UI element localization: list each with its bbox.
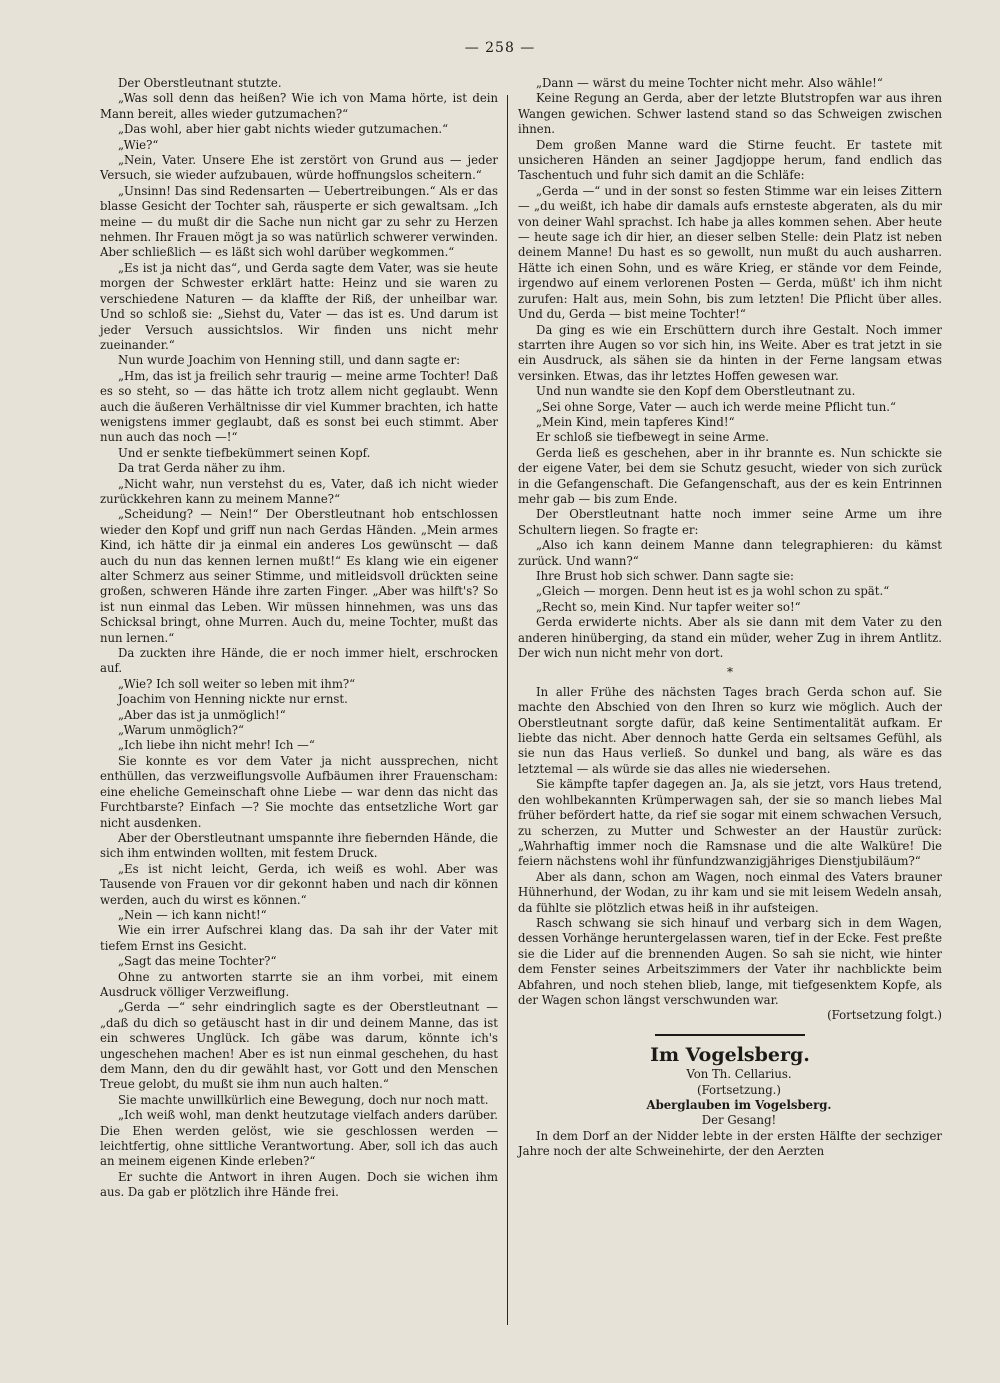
left-paragraph: „Scheidung? — Nein!“ Der Oberstleutnant hob entschlossen wieder den Kopf und griff nun nach Gerdas Händen. „Mein armes Kind, ich hätte dir ja einmal ein anderes Los gewünscht — daß auch du nun das kennen lernen mußt!“ Es klang wie ein eigener alter Schmerz aus seiner Stimme, und mitleidsvoll drückten seine großen, schweren Hände ihre zarten Finger. „Aber was hilft's? So ist nun einmal das Leben. Wir müssen hinnehmen, was uns das Schicksal bringt, ohne Murren. Auch du, meine Tochter, mußt das nun lernen.“ (100, 507, 498, 645)
right-paragraph: Keine Regung an Gerda, aber der letzte Blutstropfen war aus ihren Wangen gewichen. Schwer lastend stand so das Schweigen zwischen ihnen. (518, 91, 942, 137)
right-paragraph: Ihre Brust hob sich schwer. Dann sagte sie: (536, 569, 794, 583)
left-paragraph: „Das wohl, aber hier gabt nichts wieder gutzumachen.“ (118, 122, 449, 137)
right-paragraph: Gerda ließ es geschehen, aber in ihr brannte es. Nun schickte sie der eigene Vater, bei dem sie Schutz gesucht, wieder von sich zurück in die Gefangenschaft. Die Gefangenschaft, aus der es kein Entrinnen mehr gab — bis zum Ende. (518, 445, 942, 506)
left-paragraph: Wie ein irrer Aufschrei klang das. Da sah ihr der Vater mit tiefem Ernst ins Gesicht. (100, 923, 498, 953)
left-paragraph: „Was soll denn das heißen? Wie ich von Mama hörte, ist dein Mann bereit, alles wieder gutzumachen?“ (100, 91, 498, 121)
left-paragraph: „Es ist nicht leicht, Gerda, ich weiß es wohl. Aber was Tausende von Frauen vor dir gekonnt haben und nach dir können werden, auch du wirst es können.“ (100, 861, 498, 907)
article-text: In dem Dorf an der Nidder lebte in der ersten Hälfte der sechziger Jahre noch der alte Schweinehirte, der den Aerzten (518, 1128, 942, 1159)
left-paragraph: „Nein — ich kann nicht!“ (118, 907, 267, 922)
right-b-paragraph: Aber als dann, schon am Wagen, noch einmal des Vaters brauner Hühnerhund, der Wodan, zu ihr kam und sie mit leisem Wedeln ansah, da fühlte sie plötzlich etwas heiß in ihr aufsteigen. (518, 869, 942, 915)
article-author: Von Th. Cellarius. (686, 1067, 792, 1082)
right-paragraph: Er schloß sie tiefbewegt in seine Arme. (536, 430, 769, 445)
article-subtitle: Aberglauben im Vogelsberg. (646, 1098, 832, 1112)
left-paragraph: Nun wurde Joachim von Henning still, und dann sagte er: (118, 353, 461, 368)
right-b-paragraph: In aller Frühe des nächsten Tages brach Gerda schon auf. Sie machte den Abschied von den Ihren so kurz wie möglich. Auch der Oberstleutnant sorgte dafür, daß keine Sentimentalität aufkam. Er liebte das nicht. Aber dennoch hatte Gerda ein seltsames Gefühl, als sie nun das Haus verließ. So dunkel und bang, als wäre es das letztemal — als würde sie das alles nie wiedersehen. (518, 684, 942, 776)
left-paragraph: Der Oberstleutnant stutzte. (118, 76, 282, 90)
right-column (518, 76, 942, 1160)
left-paragraph: „Ich weiß wohl, man denkt heutzutage vielfach anders darüber. Die Ehen werden gelöst, wie sie geschlossen werden — leichtfertig, ohne sittliche Verantwortung. Aber, soll ich das auch an meinem eigenen Kinde erleben?“ (100, 1108, 498, 1169)
right-paragraph: „Sei ohne Sorge, Vater — auch ich werde meine Pflicht tun.“ (536, 399, 896, 414)
right-paragraph: „Gerda —“ und in der sonst so festen Stimme war ein leises Zittern — „du weißt, ich habe dir damals aufs ernsteste abgeraten, als du mir von deiner Wahl sprachst. Ich habe ja alles kommen sehen. Aber heute — heute sage ich dir hier, an dieser selben Stelle: dein Platz ist neben deinem Manne! Du hast es so gewollt, nun mußt du auch ausharren. Hätte ich einen Sohn, und es wäre Krieg, er stände vor dem Feinde, irgendwo auf einem verlorenen Posten — Gerda, müßt' ich ihm nicht zurufen: Halt aus, mein Sohn, bis zum letzten! Die Pflicht über alles. Und du, Gerda — bist meine Tochter!“ (518, 183, 942, 322)
left-paragraph: Ohne zu antworten starrte sie an ihm vorbei, mit einem Ausdruck völliger Verzweiflung. (100, 969, 498, 999)
story-part-b (518, 685, 942, 1009)
left-paragraph: „Es ist ja nicht das“, und Gerda sagte dem Vater, was sie heute morgen der Schwester erklärt hatte: Heinz und sie waren zu verschiedene Naturen — da klaffte der Riß, der unheilbar war. Und so schloß sie: „Siehst du, Vater — das ist es. Und darum ist jeder Versuch aussichtslos. Wir finden uns nicht mehr zueinander.“ (100, 260, 498, 352)
left-paragraph: „Hm, das ist ja freilich sehr traurig — meine arme Tochter! Daß es so steht, so — das hätte ich trotz allem nicht geglaubt. Wenn auch die äußeren Verhältnisse dir viel Kummer brachten, ich hatte wenigstens immer geglaubt, daß es sonst bei euch stimmt. Aber nun auch das noch —!“ (100, 368, 498, 445)
left-paragraph: „Warum unmöglich?“ (118, 723, 244, 738)
page-number: — 258 — (464, 40, 536, 56)
left-paragraph: Da zuckten ihre Hände, die er noch immer hielt, erschrocken auf. (100, 646, 498, 676)
right-paragraph: „Gleich — morgen. Denn heut ist es ja wohl schon zu spät.“ (536, 584, 890, 599)
left-paragraph: Er suchte die Antwort in ihren Augen. Doch sie wichen ihm aus. Da gab er plötzlich ihre Hände frei. (100, 1169, 498, 1200)
right-paragraph: „Recht so, mein Kind. Nur tapfer weiter so!“ (536, 599, 801, 614)
right-paragraph: Der Oberstleutnant hatte noch immer seine Arme um ihre Schultern liegen. So fragte er: (518, 507, 942, 537)
left-column (100, 76, 498, 1201)
left-paragraph: „Nicht wahr, nun verstehst du es, Vater, daß ich nicht wieder zurückkehren kann zu meinem Manne?“ (100, 476, 498, 506)
continuation-note: (Fortsetzung folgt.) (827, 1008, 942, 1023)
left-paragraph: „Wie? Ich soll weiter so leben mit ihm?“ (118, 676, 356, 691)
left-paragraph: „Nein, Vater. Unsere Ehe ist zerstört von Grund aus — jeder Versuch, sie wieder aufzubauen, würde hoffnungslos scheitern.“ (100, 153, 498, 183)
right-paragraph: Da ging es wie ein Erschüttern durch ihre Gestalt. Noch immer starrten ihre Augen so vor sich hin, ins Weite. Aber es trat jetzt in sie ein Ausdruck, als sähen sie da hinten in der Ferne langsam etwas versinken. Etwas, das ihr letztes Hoffen gewesen war. (518, 322, 942, 383)
section-separator: * (727, 665, 733, 680)
column-divider (507, 95, 508, 1325)
right-paragraph: Gerda erwiderte nichts. Aber als sie dann mit dem Vater zu den anderen hinüberging, da stand ein müder, weher Zug in ihrem Antlitz. Der wich nun nicht mehr von dort. (518, 615, 942, 661)
right-paragraph: Und nun wandte sie den Kopf dem Oberstleutnant zu. (536, 384, 856, 399)
left-paragraph: „Unsinn! Das sind Redensarten — Uebertreibungen.“ Als er das blasse Gesicht der Tochter sah, räusperte er sich gewaltsam. „Ich meine — du mußt dir die Sache nun nicht gar zu sehr zu Herzen nehmen. Ihr Frauen mögt ja so was natürlich schwerer verwinden. Aber schließlich — es läßt sich wohl darüber wegkommen.“ (100, 183, 498, 260)
right-paragraph: „Mein Kind, mein tapferes Kind!“ (536, 414, 735, 429)
left-paragraph: Aber der Oberstleutnant umspannte ihre fiebernden Hände, die sich ihm entwinden wollten, mit festem Druck. (100, 830, 498, 861)
left-paragraph: „Ich liebe ihn nicht mehr! Ich —“ (118, 738, 315, 753)
left-paragraph: „Aber das ist ja unmöglich!“ (118, 707, 286, 722)
story-part-a (518, 76, 942, 661)
right-paragraph: „Dann — wärst du meine Tochter nicht mehr. Also wähle!“ (536, 76, 883, 90)
right-b-paragraph: Rasch schwang sie sich hinauf und verbarg sich in dem Wagen, dessen Vorhänge heruntergelassen waren, tief in der Ecke. Fest preßte sie die Lider auf die brennenden Augen. So sah sie nicht, wie hinter dem Fenster seines Arbeitszimmers der Vater ihr nachblickte beim Abfahren, und noch stehen blieb, lange, mit tiefgesenktem Kopfe, als der Wagen schon längst verschwunden war. (518, 915, 942, 1007)
article-status: (Fortsetzung.) (697, 1082, 781, 1097)
article-title: Im Vogelsberg. (650, 1043, 810, 1066)
article-rule (655, 1034, 805, 1036)
left-paragraph: Da trat Gerda näher zu ihm. (118, 461, 286, 476)
article-section: Der Gesang! (701, 1113, 777, 1128)
left-paragraph: Sie konnte es vor dem Vater ja nicht aussprechen, nicht enthüllen, das verzweiflungsvolle Aufbäumen ihrer Frauenscham: eine eheliche Gemeinschaft ohne Liebe — war denn das nicht das Furchtbarste? Einfach —? Sie mochte das entsetzliche Wort gar nicht ausdenken. (100, 753, 498, 830)
left-paragraph: Und er senkte tiefbekümmert seinen Kopf. (118, 445, 371, 460)
right-paragraph: „Also ich kann deinem Manne dann telegraphieren: du kämst zurück. Und wann?“ (518, 538, 942, 568)
right-b-paragraph: Sie kämpfte tapfer dagegen an. Ja, als sie jetzt, vors Haus tretend, den wohlbekannten Krümperwagen sah, der sie so manch liebes Mal früher befördert hatte, da rief sie sogar mit einem schwachen Versuch, zu scherzen, zu Mutter und Schwester an der Haustür zurück: „Wahrhaftig immer noch die Ramsnase und die alte Walküre! Die feiern nächstens wohl ihr fünfundzwanzigjähriges Dienstjubiläum?“ (518, 777, 942, 869)
right-paragraph: Dem großen Manne ward die Stirne feucht. Er tastete mit unsicheren Händen an seiner Jagdjoppe herum, fand endlich das Taschentuch und fuhr sich damit an die Schläfe: (518, 137, 942, 183)
left-paragraph: Joachim von Henning nickte nur ernst. (118, 692, 348, 707)
left-paragraph: „Wie?“ (118, 137, 159, 152)
left-paragraph: „Gerda —“ sehr eindringlich sagte es der Oberstleutnant — „daß du dich so getäuscht hast in dir und deinem Manne, das ist ein schweres Unglück. Ich gäbe was darum, könnte ich's ungeschehen machen! Aber es ist nun einmal geschehen, du hast dem Mann, den du dir gewählt hast, vor Gott und den Menschen Treue gelobt, du mußt sie ihm nun auch halten.“ (100, 1000, 498, 1092)
left-paragraph: „Sagt das meine Tochter?“ (118, 954, 277, 969)
left-paragraph: Sie machte unwillkürlich eine Bewegung, doch nur noch matt. (118, 1092, 489, 1107)
